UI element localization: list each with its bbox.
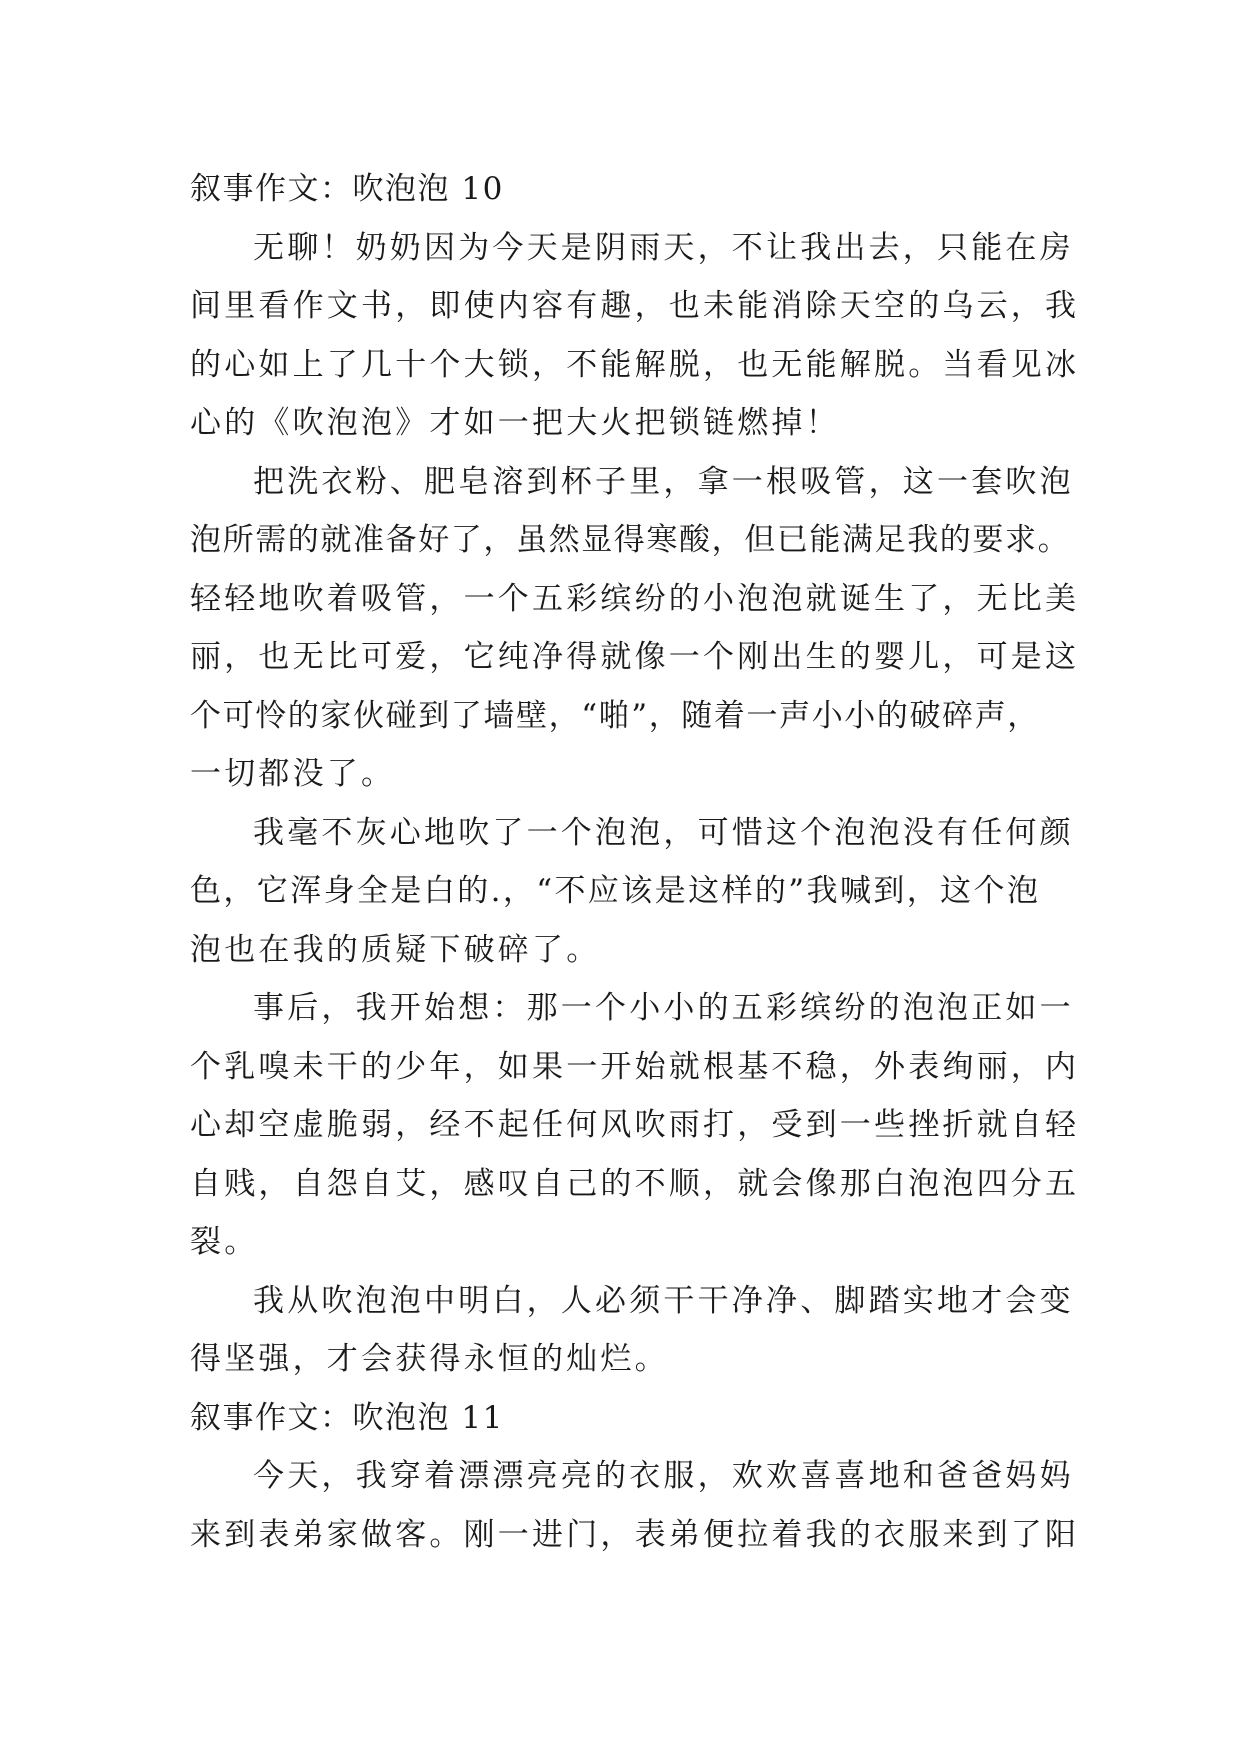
paragraph-line: 我从吹泡泡中明白，人必须干干净净、脚踏实地才会变 bbox=[253, 1282, 1074, 1319]
paragraph-line: 泡所需的就准备好了，虽然显得寒酸，但已能满足我的要求。 bbox=[190, 522, 1071, 558]
paragraph-line: 裂。 bbox=[190, 1224, 259, 1260]
paragraph-line: 色，它浑身全是白的.，“不应该是这样的”我喊到，这个泡 bbox=[190, 873, 1041, 909]
paragraph-line: 心的《吹泡泡》才如一把大火把锁链燃掉！ bbox=[190, 405, 840, 441]
paragraph-line: 心却空虚脆弱，经不起任何风吹雨打，受到一些挫折就自轻 bbox=[190, 1107, 1080, 1143]
paragraph-line: 我毫不灰心地吹了一个泡泡，可惜这个泡泡没有任何颜 bbox=[253, 814, 1074, 851]
paragraph-line: 的心如上了几十个大锁，不能解脱，也无能解脱。当看见冰 bbox=[190, 346, 1080, 383]
paragraph-line: 个可怜的家伙碰到了墙壁，“啪”，随着一声小小的破碎声， bbox=[190, 697, 1040, 734]
paragraph-line: 一切都没了。 bbox=[190, 756, 396, 792]
paragraph-line: 事后，我开始想：那一个小小的五彩缤纷的泡泡正如一 bbox=[253, 990, 1074, 1026]
paragraph-line: 间里看作文书，即使内容有趣，也未能消除天空的乌云，我 bbox=[190, 288, 1080, 324]
paragraph-line: 把洗衣粉、肥皂溶到杯子里，拿一根吸管，这一套吹泡 bbox=[253, 463, 1074, 500]
paragraph-line: 轻轻地吹着吸管，一个五彩缤纷的小泡泡就诞生了，无比美 bbox=[190, 580, 1080, 617]
paragraph-line: 泡也在我的质疑下破碎了。 bbox=[190, 931, 601, 968]
paragraph-line: 来到表弟家做客。刚一进门，表弟便拉着我的衣服来到了阳 bbox=[190, 1516, 1080, 1553]
paragraph-line: 个乳嗅未干的少年，如果一开始就根基不稳，外表绚丽，内 bbox=[190, 1048, 1080, 1085]
paragraph-line: 今天，我穿着漂漂亮亮的衣服，欢欢喜喜地和爸爸妈妈 bbox=[253, 1458, 1074, 1494]
essay-title: 叙事作文：吹泡泡 11 bbox=[190, 1399, 504, 1436]
paragraph-line: 得坚强，才会获得永恒的灿烂。 bbox=[190, 1341, 669, 1377]
paragraph-line: 自贱，自怨自艾，感叹自己的不顺，就会像那白泡泡四分五 bbox=[190, 1165, 1080, 1202]
paragraph-line: 无聊！奶奶因为今天是阴雨天，不让我出去，只能在房 bbox=[253, 229, 1074, 266]
essay-title: 叙事作文：吹泡泡 10 bbox=[190, 171, 504, 207]
document-body bbox=[190, 160, 1080, 1564]
paragraph-line: 丽，也无比可爱，它纯净得就像一个刚出生的婴儿，可是这 bbox=[190, 639, 1080, 675]
